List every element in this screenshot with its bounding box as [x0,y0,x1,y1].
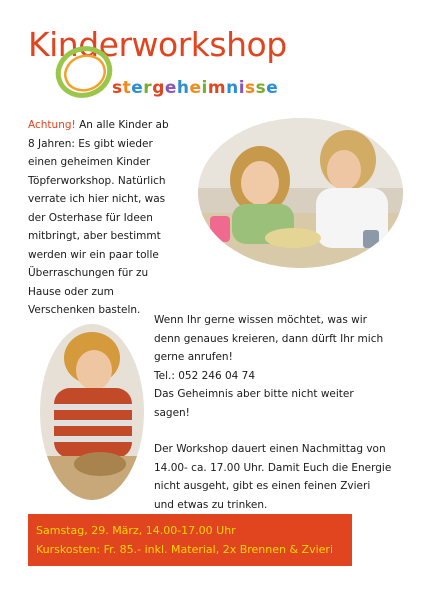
intro-line: mitbringt, aber bestimmt [28,230,161,242]
details-line: Das Geheimnis aber bitte nicht weiter [154,388,354,400]
intro-text [28,116,188,320]
details-line: Wenn Ihr gerne wissen möchtet, was wir [154,314,367,326]
photo-girls-image [198,118,403,268]
intro-line-text: An alle Kinder ab [75,119,169,131]
intro-line: Verschenken basteln. [28,304,141,316]
paragraph-gap [154,422,402,440]
subtitle-letter: h [176,78,190,98]
event-date: Samstag, 29. März, 14.00-17.00 Uhr [36,524,236,537]
intro-line: verrate ich hier nicht, was [28,193,166,205]
details-line: nicht ausgeht, gibt es einen feinen Zvieri [154,480,371,492]
subtitle-letter: r [143,78,153,98]
intro-line: Überraschungen für zu [28,267,149,279]
photo-boy-image [40,324,144,500]
subtitle-letter: i [201,78,208,98]
subtitle-letter: n [226,78,239,98]
subtitle-letter: e [266,78,279,98]
intro-line: der Osterhase für Ideen [28,211,153,224]
intro-line: 8 Jahren: Es gibt wieder [28,137,153,150]
course-cost: Kurskosten: Fr. 85.- inkl. Material, 2x Brennen & Zvieri [36,543,334,556]
achtung-label: Achtung! [28,119,76,131]
intro-line: Töpferworkshop. Natürlich [28,174,166,187]
subtitle-letter: m [207,78,227,98]
intro-line: werden wir ein paar tolle [28,248,159,261]
flyer-title: Kinderworkshop [28,25,287,64]
intro-line: Hause oder zum [28,285,114,298]
details-line: denn genaues kreieren, dann dürft Ihr mich [154,332,384,345]
photo-boy-pottery [40,324,144,500]
phone-line: Tel.: 052 246 04 74 [154,369,256,382]
details-line: Der Workshop dauert einen Nachmittag von [154,443,386,455]
intro-line [28,116,188,135]
subtitle-letter: g [152,78,165,98]
flyer-subtitle [112,78,278,98]
intro-line: einen geheimen Kinder [28,156,151,168]
subtitle-letter: s [112,78,123,98]
details-line: und etwas zu trinken. [154,498,268,511]
photo-girls-pottery [198,118,403,268]
big-letter-o [52,44,116,100]
subtitle-letter: e [131,78,144,98]
details-line: gerne anrufen! [154,351,233,363]
subtitle-letter: e [164,78,177,98]
subtitle-letter: t [122,78,132,98]
subtitle-letter: s [255,78,267,98]
footer-banner [28,514,352,566]
details-line: 14.00- ca. 17.00 Uhr. Damit Euch die Energie [154,461,392,474]
details-line: sagen! [154,406,190,419]
subtitle-letter: e [189,78,202,98]
subtitle-letter: s [245,78,256,98]
details-text [154,311,402,514]
subtitle-letter: i [238,78,246,98]
